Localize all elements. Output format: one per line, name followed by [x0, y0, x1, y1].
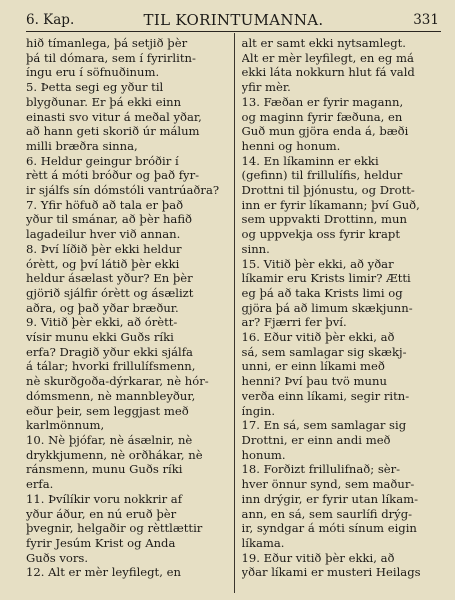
text-line: inn drýgir, er fyrir utan líkam-: [241, 491, 419, 506]
text-line: eður þeir, sem leggjast með: [26, 403, 189, 418]
text-line: 19. Eður vitið þèr ekki, að: [241, 550, 395, 565]
text-line: 18. Forðizt frillulifnað; sèr-: [241, 462, 401, 477]
text-line: fyrir Jesúm Krist og Anda: [26, 535, 176, 550]
page-title: TIL KORINTUMANNA.: [143, 11, 324, 29]
text-line: inn er fyrir líkamann; því Guð,: [241, 197, 420, 212]
text-line: Drottni, er einn andi með: [241, 432, 391, 447]
text-line: Guðs vors.: [26, 550, 89, 565]
text-line: yfir mèr.: [241, 80, 291, 95]
text-line: Alt er mèr leyfilegt, en eg má: [241, 50, 414, 65]
text-line: alt er samt ekki nytsamlegt.: [241, 36, 406, 50]
text-line: hver önnur synd, sem maður-: [241, 477, 415, 492]
text-line: 11. Þvílíkir voru nokkrir af: [26, 491, 182, 506]
running-header: [26, 10, 441, 32]
text-line: verða einn líkami, segir ritn-: [241, 388, 410, 403]
text-line: 13. Fæðan er fyrir magann,: [241, 94, 404, 109]
page-number: 331: [413, 12, 439, 28]
text-line: 16. Eður vitið þèr ekki, að: [241, 330, 395, 345]
text-line: 9. Vitið þèr ekki, að órètt-: [26, 315, 178, 330]
text-line: yður til smánar, að þèr hafið: [26, 212, 193, 227]
left-column: [26, 36, 233, 580]
text-line: og maginn fyrir fæðuna, en: [241, 109, 403, 124]
text-line: hið tímanlega, þá setjið þèr: [26, 36, 188, 50]
text-line: honum.: [241, 447, 286, 462]
text-line: einasti svo vitur á meðal yðar,: [26, 109, 202, 124]
text-line: sem uppvakti Drottinn, mun: [241, 212, 407, 227]
text-line: íngu eru í söfnuðinum.: [26, 65, 160, 80]
text-line: ar? Fjærri fer því.: [241, 315, 347, 330]
text-line: þvegnir, helgaðir og rèttlættir: [26, 521, 203, 536]
text-columns: [26, 36, 441, 580]
text-line: 7. Yfir höfuð að tala er það: [26, 197, 184, 212]
text-line: líkamir eru Krists limir? Ætti: [241, 271, 411, 286]
text-line: líkama.: [241, 535, 285, 550]
text-line: Drottni til þjónustu, og Drott-: [241, 183, 415, 198]
text-line: dómsmenn, nè mannbleyður,: [26, 388, 196, 403]
text-line: sá, sem samlagar sig skækj-: [241, 344, 407, 359]
right-column: [233, 36, 441, 580]
text-line: ir, syndgar á móti sínum eigin: [241, 521, 417, 536]
text-line: 6. Heldur geingur bróðir í: [26, 153, 179, 168]
header-rule: [26, 31, 441, 32]
text-line: og uppvekja oss fyrir krapt: [241, 227, 401, 242]
text-line: henni? Því þau tvö munu: [241, 374, 387, 389]
text-line: 15. Vitið þèr ekki, að yðar: [241, 256, 394, 271]
text-line: 12. Alt er mèr leyfilegt, en: [26, 565, 181, 580]
text-line: yðar líkami er musteri Heilags: [241, 565, 421, 580]
text-line: karlmönnum,: [26, 418, 105, 433]
text-line: 10. Nè þjófar, nè ásælnir, nè: [26, 432, 193, 447]
text-line: milli bræðra sinna,: [26, 138, 138, 153]
text-line: (gefinn) til frillulífis, heldur: [241, 168, 403, 183]
text-line: þá til dómara, sem í fyrirlitn-: [26, 50, 196, 65]
text-line: vísir munu ekki Guðs ríki: [26, 330, 174, 345]
text-line: lagadeilur hver við annan.: [26, 227, 181, 242]
text-line: 8. Því líðið þèr ekki heldur: [26, 241, 182, 256]
text-line: ekki láta nokkurn hlut fá vald: [241, 65, 415, 80]
text-line: 14. En líkaminn er ekki: [241, 153, 379, 168]
text-line: gjöra þá að limum skækjunn-: [241, 300, 413, 315]
text-line: erfa? Dragið yður ekki sjálfa: [26, 344, 193, 359]
text-line: heldur ásælast yður? En þèr: [26, 271, 193, 286]
text-line: unni, er einn líkami með: [241, 359, 385, 374]
text-line: órètt, og því látið þèr ekki: [26, 256, 180, 271]
text-line: aðra, og það yðar bræður.: [26, 300, 179, 315]
text-line: að hann geti skorið úr málum: [26, 124, 200, 139]
text-line: blygðunar. Er þá ekki einn: [26, 94, 182, 109]
text-line: 5. Þetta segi eg yður til: [26, 80, 164, 95]
text-line: nè skurðgoða-dýrkarar, nè hór-: [26, 374, 209, 389]
text-line: sinn.: [241, 241, 270, 256]
text-line: Guð mun gjöra enda á, bæði: [241, 124, 409, 139]
text-line: íngin.: [241, 403, 276, 418]
text-line: henni og honum.: [241, 138, 341, 153]
text-line: á tálar; hvorki frillulífsmenn,: [26, 359, 196, 374]
text-line: ránsmenn, munu Guðs ríki: [26, 462, 183, 477]
text-line: drykkjumenn, nè orðhákar, nè: [26, 447, 203, 462]
text-line: rètt á móti bróður og það fyr-: [26, 168, 200, 183]
chapter-label: 6. Kap.: [26, 12, 75, 28]
text-line: erfa.: [26, 477, 54, 492]
text-line: 17. En sá, sem samlagar sig: [241, 418, 407, 433]
text-line: ann, en sá, sem saurlífi drýg-: [241, 506, 413, 521]
text-line: eg þá að taka Krists limi og: [241, 285, 403, 300]
text-line: gjörið sjálfir órètt og ásælizt: [26, 285, 194, 300]
text-line: ir sjálfs sín dómstóli vantrúaðra?: [26, 183, 220, 198]
text-line: yður áður, en nú eruð þèr: [26, 506, 177, 521]
